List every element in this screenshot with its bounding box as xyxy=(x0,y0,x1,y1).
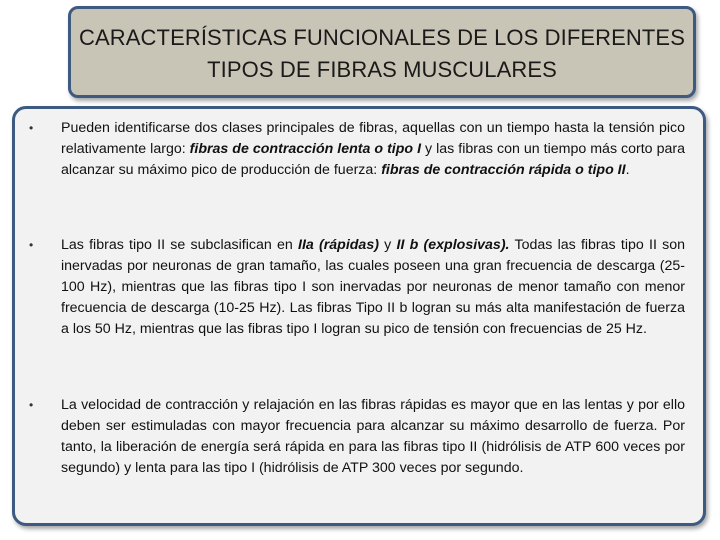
bullet-icon: • xyxy=(29,121,34,135)
bullet-text xyxy=(61,118,685,181)
emphasis-text: fibras de contracción rápida o tipo II xyxy=(381,162,626,178)
bullet-text-segment: y las fibras con un tiempo más corto para alcanzar su máximo pico de producción de fuerza: xyxy=(61,141,685,178)
slide-title-line-2: TIPOS DE FIBRAS MUSCULARES xyxy=(207,57,557,82)
bullet-text-segment: Todas las fibras tipo II son inervadas por neuronas de gran tamaño, las cuales poseen una gran frecuencia de descarga (25-100 Hz), mientras que las fibras tipo I son inervadas por neuronas de menor tamaño con menor frecuencia de descarga (10-25 Hz). Las fibras Tipo II b logran su más alta manifestación de fuerza a los 50 Hz, mientras que las fibras tipo I logran su pico de tensión con frecuencias de 25 Hz. xyxy=(61,237,685,337)
emphasis-text: IIa (rápidas) xyxy=(298,237,379,253)
bullet-text-segment: . xyxy=(625,162,630,178)
slide-title-line-1: CARACTERÍSTICAS FUNCIONALES DE LOS DIFERENTES xyxy=(79,25,685,50)
bullet-icon: • xyxy=(29,398,34,412)
emphasis-text: fibras de contracción lenta o tipo I xyxy=(189,141,422,157)
bullet-text-segment: y xyxy=(378,237,397,253)
bullet-text xyxy=(61,235,685,340)
bullet-text-segment: Las fibras tipo II se subclasifican en xyxy=(61,237,298,253)
emphasis-text: II b (explosivas). xyxy=(396,237,510,253)
bullet-text-segment: La velocidad de contracción y relajación en las fibras rápidas es mayor que en las lentas y por ello deben ser estimuladas con mayor frecuencia para alcanzar su máximo desarrollo de fuerza. Por tanto, la liberación de energía será rápida en para las fibras tipo II (hidrólisis de ATP 600 veces por segundo) y lenta para las tipo I (hidrólisis de ATP 300 veces por segundo. xyxy=(61,397,685,476)
bullet-icon: • xyxy=(29,238,34,252)
bullet-text xyxy=(61,395,685,479)
bullet-text-segment: Pueden identificarse dos clases principales de fibras, aquellas con un tiempo hasta la tensión pico relativamente largo: xyxy=(61,120,685,157)
content-box xyxy=(12,106,706,526)
title-box xyxy=(68,6,696,98)
